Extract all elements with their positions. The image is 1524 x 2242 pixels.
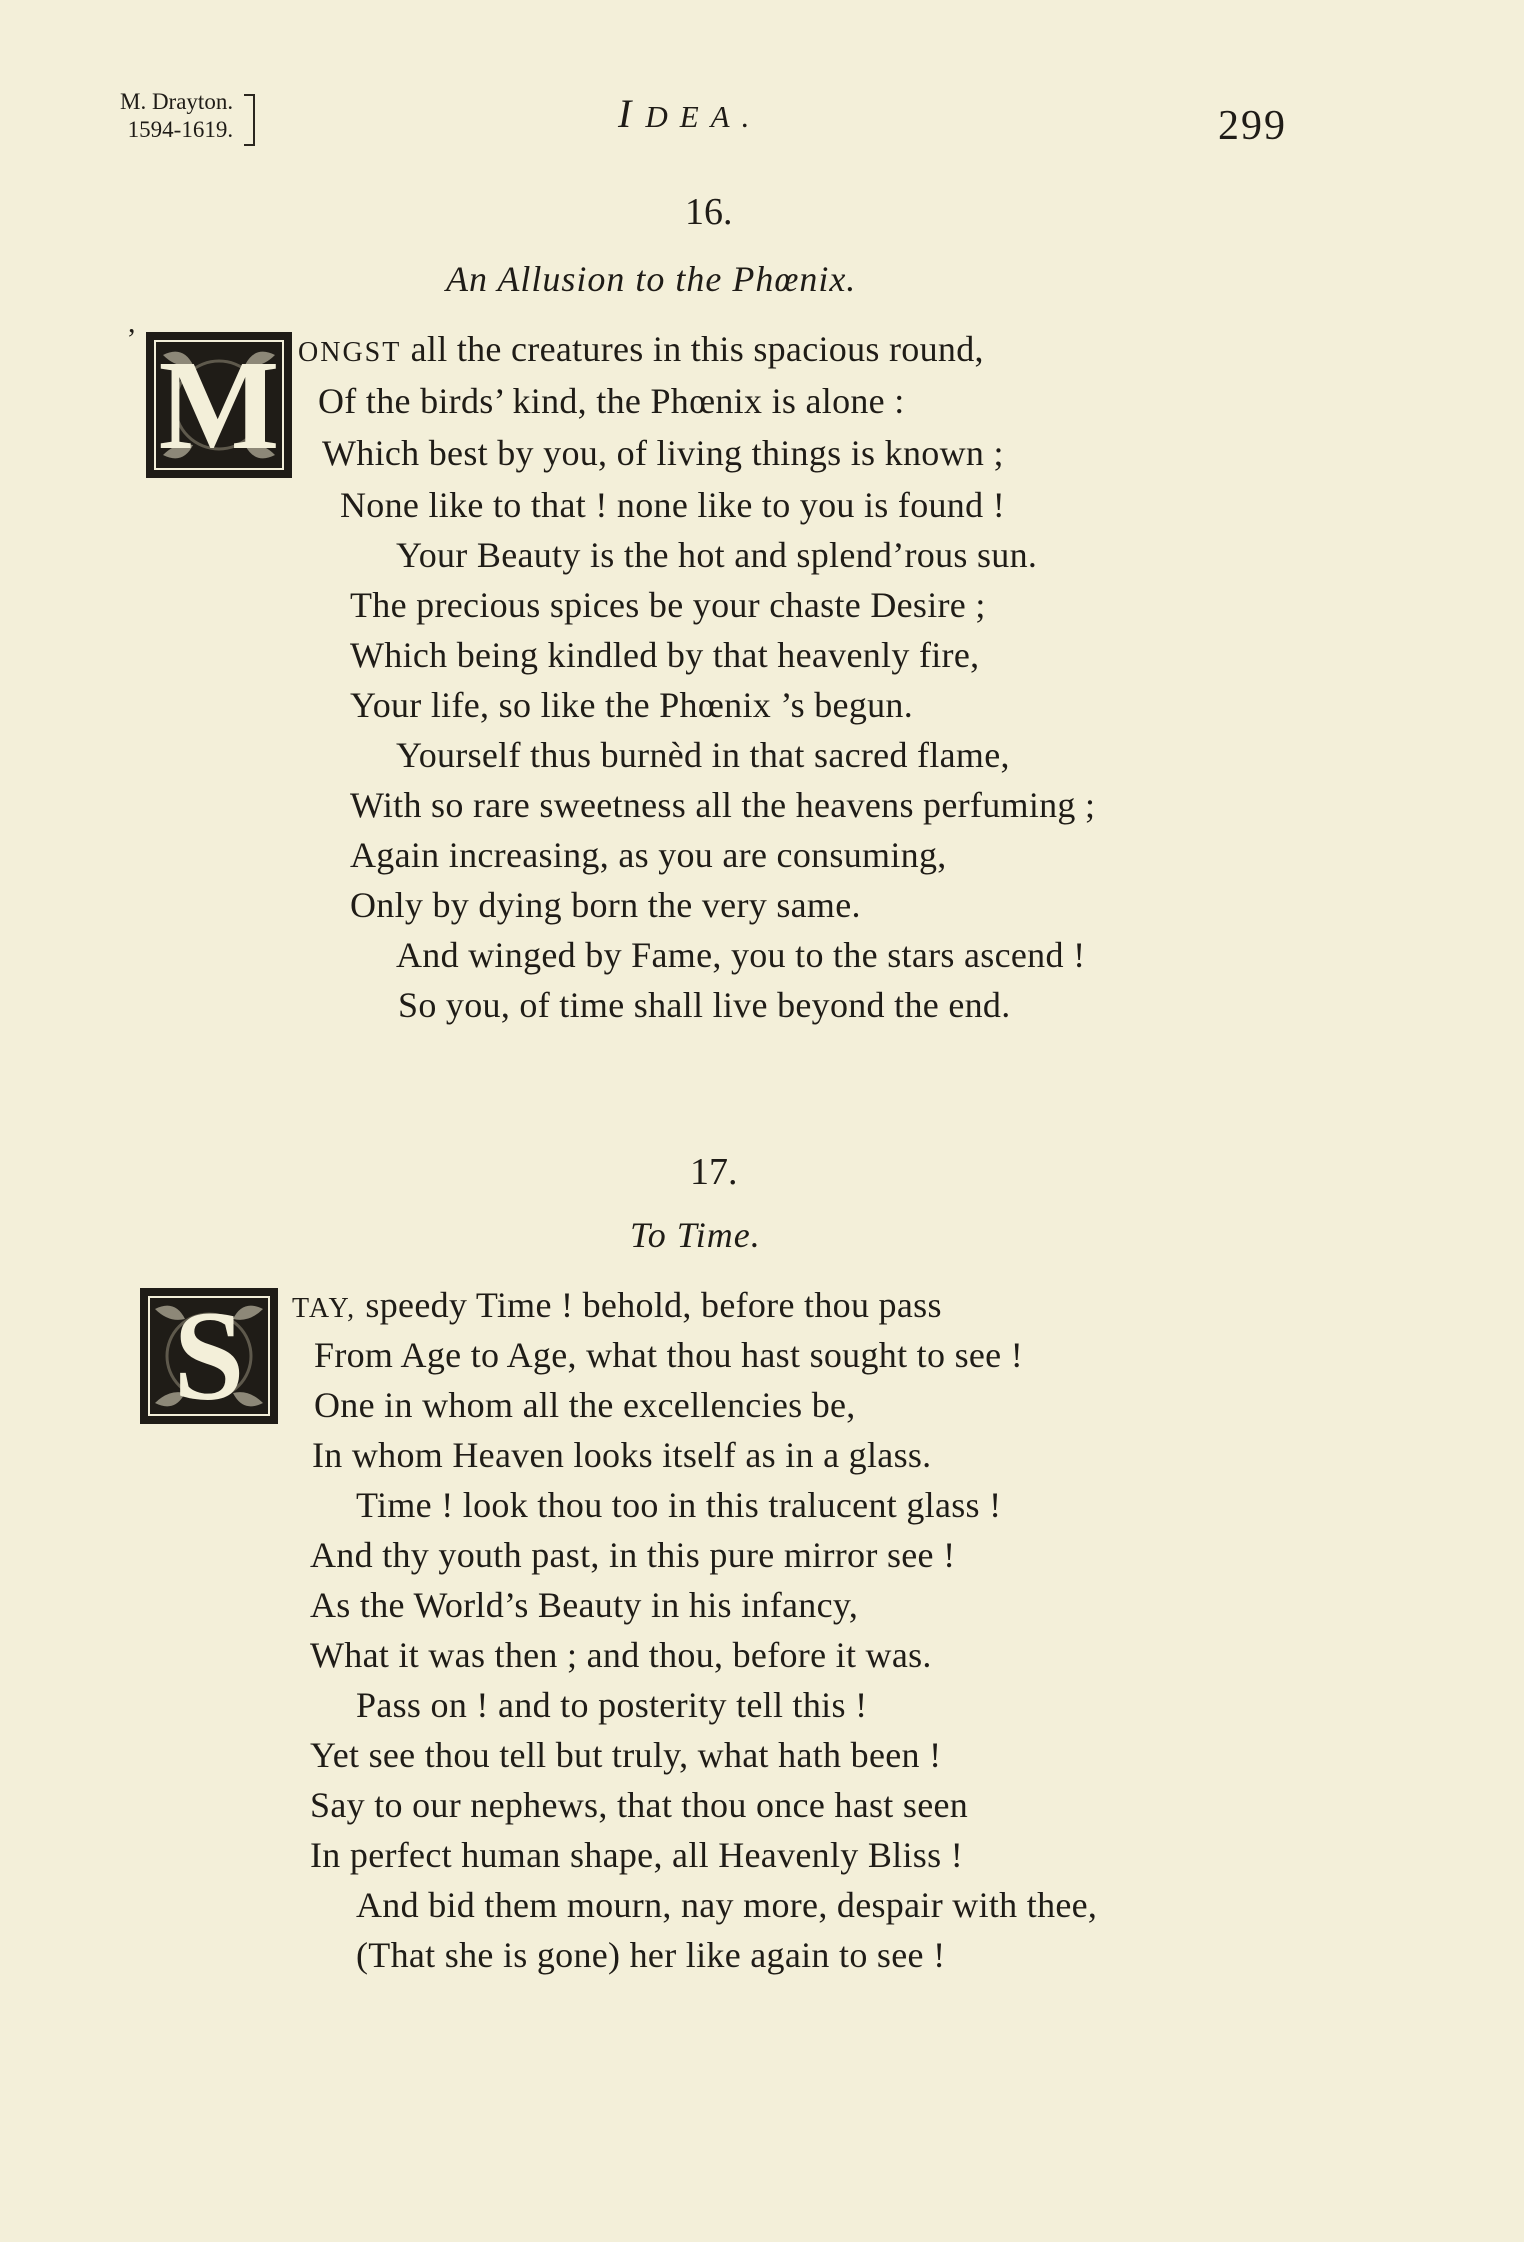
poem-line: Time ! look thou too in this tralucent glass ! (356, 1485, 1002, 1525)
running-author (120, 88, 233, 144)
poem-line: (That she is gone) her like again to see ! (356, 1935, 946, 1975)
stray-mark: , (128, 306, 136, 339)
poem-line: None like to that ! none like to you is found ! (340, 485, 1005, 525)
sonnet-title: To Time. (630, 1215, 761, 1255)
poem-line: Again increasing, as you are consuming, (350, 835, 947, 875)
first-line-smallcaps: TAY, (292, 1293, 357, 1324)
sonnet-number: 16. (685, 191, 733, 233)
drop-cap-s (140, 1285, 278, 1427)
poem-line: And thy youth past, in this pure mirror see ! (310, 1535, 956, 1575)
page-number: 299 (1218, 103, 1287, 149)
poem-line: And winged by Fame, you to the stars ascend ! (396, 935, 1086, 975)
poem-line: So you, of time shall live beyond the end. (398, 985, 1011, 1025)
author-name: M. Drayton. (120, 89, 234, 114)
author-years: 1594-1619. (127, 117, 234, 142)
poem-line: Your life, so like the Phœnix ’s begun. (350, 685, 914, 725)
running-title-initial: I (618, 91, 646, 136)
poem-line: One in whom all the excellencies be, (314, 1385, 856, 1425)
sonnet-title: An Allusion to the Phœnix. (446, 259, 857, 299)
poem-line: Your Beauty is the hot and splend’rous sun. (396, 535, 1038, 575)
poem-line: Yourself thus burnèd in that sacred flame, (396, 735, 1010, 775)
drop-cap-m (146, 332, 292, 478)
poem-line: In perfect human shape, all Heavenly Bliss ! (310, 1835, 963, 1875)
poem-line: As the World’s Beauty in his infancy, (310, 1585, 859, 1625)
poem-line: Of the birds’ kind, the Phœnix is alone : (318, 381, 905, 421)
bracket-mark (244, 94, 255, 146)
poem-line: From Age to Age, what thou hast sought to see ! (314, 1335, 1024, 1375)
drop-cap-letter: M (158, 334, 280, 476)
poem-line: Only by dying born the very same. (350, 885, 861, 925)
poem-line: What it was then ; and thou, before it was. (310, 1635, 932, 1675)
poem-line: With so rare sweetness all the heavens perfuming ; (350, 785, 1096, 825)
poem-line: Pass on ! and to posterity tell this ! (356, 1685, 868, 1725)
poem-line: And bid them mourn, nay more, despair with thee, (356, 1885, 1098, 1925)
first-line-text: all the creatures in this spacious round, (401, 329, 984, 369)
poem-line (298, 328, 984, 370)
first-line-smallcaps: ONGST (298, 337, 402, 368)
poem-line: The precious spices be your chaste Desire ; (350, 585, 986, 625)
poem-line: In whom Heaven looks itself as in a glass. (312, 1435, 932, 1475)
poem-line: Say to our nephews, that thou once hast seen (310, 1785, 969, 1825)
poem-line (292, 1284, 942, 1326)
drop-cap-letter: S (173, 1285, 245, 1427)
running-title (618, 90, 761, 137)
poem-line: Yet see thou tell but truly, what hath been ! (310, 1735, 942, 1775)
running-title-rest: DEA. (645, 99, 762, 134)
sonnet-number: 17. (690, 1151, 738, 1193)
first-line-text: speedy Time ! behold, before thou pass (356, 1285, 942, 1325)
poem-line: Which being kindled by that heavenly fire, (350, 635, 980, 675)
poem-line: Which best by you, of living things is known ; (322, 433, 1004, 473)
